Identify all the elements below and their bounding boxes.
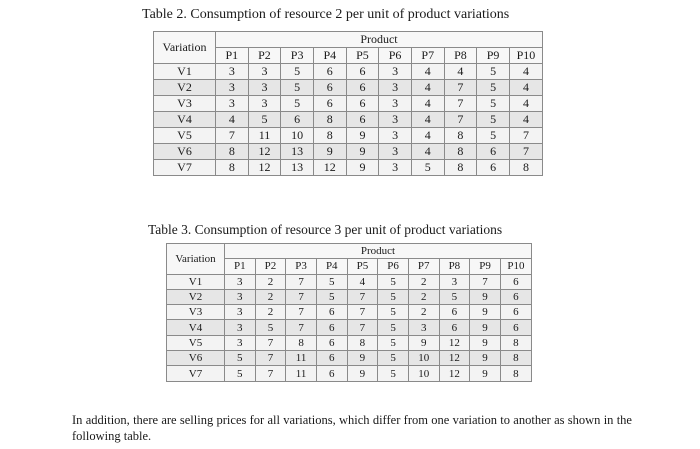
row-label: V6: [154, 144, 216, 160]
table-cell: 5: [477, 128, 510, 144]
table-cell: 8: [444, 144, 477, 160]
column-header: P10: [500, 259, 531, 274]
row-label: V6: [167, 351, 225, 366]
table-row: [167, 305, 532, 320]
table-cell: 8: [313, 128, 346, 144]
row-label: V3: [167, 305, 225, 320]
table-cell: 5: [439, 289, 470, 304]
column-header: P7: [411, 48, 444, 64]
table-cell: 4: [411, 112, 444, 128]
table-cell: 9: [346, 128, 379, 144]
table-2: [153, 31, 543, 176]
table-cell: 9: [470, 289, 501, 304]
column-header: P8: [444, 48, 477, 64]
table-cell: 9: [408, 335, 439, 350]
table-row: [154, 80, 543, 96]
column-header: P1: [224, 259, 255, 274]
table-cell: 7: [347, 305, 378, 320]
table-row: [154, 96, 543, 112]
table-row: [154, 112, 543, 128]
table-cell: 2: [255, 305, 286, 320]
table-cell: 3: [439, 274, 470, 289]
table-cell: 12: [439, 366, 470, 381]
table-cell: 9: [346, 144, 379, 160]
row-label: V1: [154, 64, 216, 80]
table-cell: 3: [224, 320, 255, 335]
table-cell: 6: [500, 305, 531, 320]
table-cell: 3: [248, 96, 281, 112]
table-cell: 7: [347, 289, 378, 304]
table-cell: 7: [444, 80, 477, 96]
table-cell: 5: [378, 335, 409, 350]
table-cell: 3: [224, 289, 255, 304]
table-cell: 3: [379, 112, 412, 128]
row-label: V2: [167, 289, 225, 304]
table-cell: 2: [408, 305, 439, 320]
column-header: P3: [281, 48, 314, 64]
table-cell: 7: [470, 274, 501, 289]
table-cell: 11: [248, 128, 281, 144]
table-cell: 7: [215, 128, 248, 144]
table-cell: 5: [316, 289, 347, 304]
table-cell: 6: [500, 289, 531, 304]
table-cell: 12: [439, 351, 470, 366]
table-cell: 8: [215, 144, 248, 160]
table-cell: 8: [500, 351, 531, 366]
table-cell: 8: [444, 160, 477, 176]
column-header: P2: [248, 48, 281, 64]
table-cell: 9: [470, 351, 501, 366]
table-cell: 7: [444, 96, 477, 112]
table-cell: 4: [509, 112, 542, 128]
variation-header: Variation: [154, 32, 216, 64]
row-label: V4: [154, 112, 216, 128]
table-cell: 7: [255, 366, 286, 381]
table-cell: 4: [509, 96, 542, 112]
column-header: P7: [408, 259, 439, 274]
table-cell: 3: [379, 128, 412, 144]
row-label: V4: [167, 320, 225, 335]
table-cell: 6: [346, 64, 379, 80]
table-cell: 5: [316, 274, 347, 289]
table-cell: 6: [346, 80, 379, 96]
table-cell: 8: [347, 335, 378, 350]
column-header: P9: [470, 259, 501, 274]
table-cell: 5: [255, 320, 286, 335]
table-cell: 6: [477, 160, 510, 176]
table-3: [166, 243, 532, 382]
row-label: V7: [167, 366, 225, 381]
table-cell: 13: [281, 144, 314, 160]
table-cell: 3: [248, 64, 281, 80]
table-cell: 6: [346, 96, 379, 112]
table-cell: 3: [379, 80, 412, 96]
table-cell: 5: [378, 289, 409, 304]
table-cell: 4: [411, 128, 444, 144]
table-row: [167, 320, 532, 335]
table-cell: 6: [316, 320, 347, 335]
table-cell: 6: [439, 320, 470, 335]
product-header: Product: [215, 32, 542, 48]
table-cell: 3: [379, 160, 412, 176]
table-cell: 2: [408, 274, 439, 289]
column-header: P10: [509, 48, 542, 64]
table-cell: 5: [378, 351, 409, 366]
table-cell: 7: [286, 305, 317, 320]
table-cell: 3: [224, 335, 255, 350]
column-header: P8: [439, 259, 470, 274]
table-cell: 5: [378, 274, 409, 289]
table-cell: 8: [500, 335, 531, 350]
column-header: P4: [316, 259, 347, 274]
product-header: Product: [224, 244, 531, 259]
table-cell: 12: [248, 160, 281, 176]
row-label: V2: [154, 80, 216, 96]
table-cell: 4: [411, 64, 444, 80]
table-cell: 5: [477, 96, 510, 112]
table-cell: 6: [281, 112, 314, 128]
column-header: P5: [347, 259, 378, 274]
table-row: [154, 64, 543, 80]
table-cell: 3: [215, 64, 248, 80]
table-cell: 11: [286, 366, 317, 381]
table-cell: 2: [255, 274, 286, 289]
body-paragraph: In addition, there are selling prices for all variations, which differ from one variation to another as shown in the following table.: [72, 413, 632, 443]
table-cell: 3: [215, 96, 248, 112]
table-cell: 10: [408, 351, 439, 366]
table-row: [154, 144, 543, 160]
row-label: V1: [167, 274, 225, 289]
table-cell: 3: [379, 144, 412, 160]
table-cell: 5: [248, 112, 281, 128]
table-cell: 6: [316, 366, 347, 381]
table-cell: 2: [255, 289, 286, 304]
table-cell: 8: [215, 160, 248, 176]
column-header: P4: [313, 48, 346, 64]
table-cell: 5: [224, 351, 255, 366]
table-cell: 7: [347, 320, 378, 335]
table-cell: 6: [313, 64, 346, 80]
table-cell: 12: [313, 160, 346, 176]
table-row: [167, 366, 532, 381]
table-cell: 5: [378, 305, 409, 320]
table-cell: 10: [408, 366, 439, 381]
table-cell: 9: [470, 366, 501, 381]
table-cell: 9: [346, 160, 379, 176]
column-header: P9: [477, 48, 510, 64]
table-cell: 4: [444, 64, 477, 80]
table-row: [167, 274, 532, 289]
table-cell: 7: [509, 144, 542, 160]
table-cell: 4: [347, 274, 378, 289]
table-cell: 5: [281, 96, 314, 112]
table-cell: 4: [215, 112, 248, 128]
table-cell: 5: [378, 320, 409, 335]
table-cell: 9: [470, 305, 501, 320]
table-cell: 4: [411, 96, 444, 112]
table-cell: 6: [500, 274, 531, 289]
table-cell: 8: [444, 128, 477, 144]
table-cell: 3: [224, 274, 255, 289]
row-label: V5: [154, 128, 216, 144]
column-header: P5: [346, 48, 379, 64]
table-cell: 6: [346, 112, 379, 128]
table-cell: 6: [313, 80, 346, 96]
row-label: V5: [167, 335, 225, 350]
column-header: P1: [215, 48, 248, 64]
table-row: [154, 128, 543, 144]
table-cell: 9: [347, 351, 378, 366]
table-cell: 8: [313, 112, 346, 128]
table-cell: 4: [411, 144, 444, 160]
table-cell: 5: [477, 64, 510, 80]
table-cell: 12: [439, 335, 470, 350]
column-header: P3: [286, 259, 317, 274]
table-cell: 9: [470, 320, 501, 335]
table-cell: 6: [316, 305, 347, 320]
table-cell: 4: [509, 64, 542, 80]
table-row: [167, 351, 532, 366]
row-label: V3: [154, 96, 216, 112]
table-cell: 13: [281, 160, 314, 176]
column-header: P6: [378, 259, 409, 274]
table-cell: 4: [411, 80, 444, 96]
column-header: P6: [379, 48, 412, 64]
table-cell: 12: [248, 144, 281, 160]
table-cell: 6: [500, 320, 531, 335]
table-cell: 7: [255, 335, 286, 350]
table-cell: 6: [477, 144, 510, 160]
table-cell: 3: [248, 80, 281, 96]
table-cell: 7: [509, 128, 542, 144]
table-cell: 3: [408, 320, 439, 335]
table-cell: 6: [316, 351, 347, 366]
table-cell: 5: [477, 112, 510, 128]
table-cell: 9: [470, 335, 501, 350]
table-cell: 5: [224, 366, 255, 381]
table-cell: 6: [316, 335, 347, 350]
table-2-caption: Table 2. Consumption of resource 2 per unit of product variations: [142, 7, 510, 22]
table-cell: 10: [281, 128, 314, 144]
row-label: V7: [154, 160, 216, 176]
table-cell: 4: [509, 80, 542, 96]
table-cell: 7: [286, 320, 317, 335]
table-cell: 6: [439, 305, 470, 320]
table-cell: 9: [347, 366, 378, 381]
table-cell: 7: [444, 112, 477, 128]
column-header: P2: [255, 259, 286, 274]
table-cell: 6: [313, 96, 346, 112]
table-row: [154, 160, 543, 176]
table-cell: 5: [411, 160, 444, 176]
table-cell: 9: [313, 144, 346, 160]
table-cell: 5: [378, 366, 409, 381]
table-row: [167, 289, 532, 304]
table-cell: 7: [286, 289, 317, 304]
table-cell: 7: [255, 351, 286, 366]
table-cell: 2: [408, 289, 439, 304]
table-3-caption: Table 3. Consumption of resource 3 per unit of product variations: [148, 222, 503, 237]
table-cell: 8: [500, 366, 531, 381]
table-cell: 3: [224, 305, 255, 320]
table-cell: 11: [286, 351, 317, 366]
table-cell: 8: [286, 335, 317, 350]
table-cell: 5: [281, 80, 314, 96]
table-cell: 7: [286, 274, 317, 289]
table-cell: 8: [509, 160, 542, 176]
table-cell: 3: [215, 80, 248, 96]
variation-header: Variation: [167, 244, 225, 275]
table-cell: 3: [379, 64, 412, 80]
table-cell: 5: [281, 64, 314, 80]
table-cell: 3: [379, 96, 412, 112]
table-cell: 5: [477, 80, 510, 96]
table-row: [167, 335, 532, 350]
